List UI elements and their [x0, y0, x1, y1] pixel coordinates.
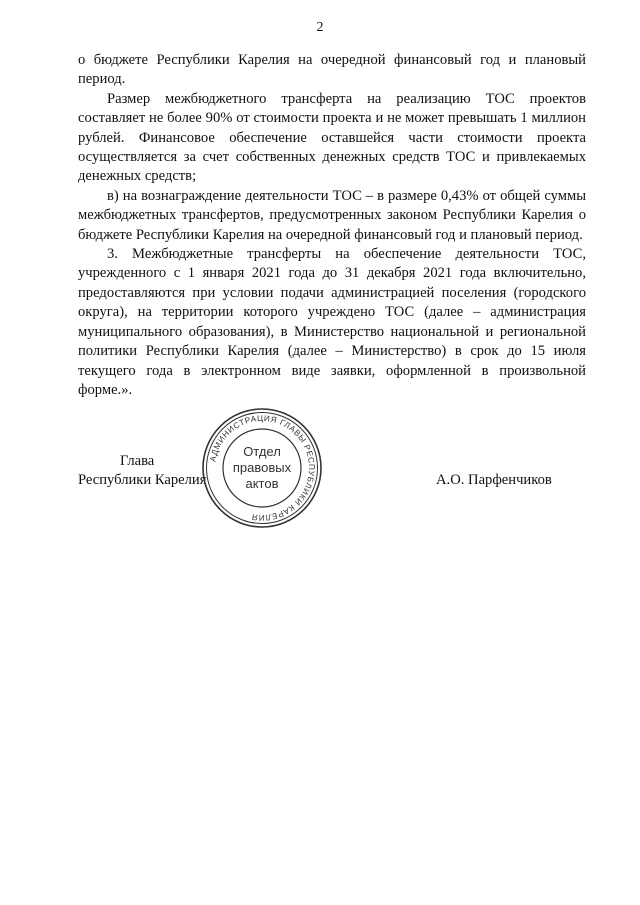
stamp-center-line3: актов [245, 476, 279, 491]
signatory-name: А.О. Парфенчиков [436, 472, 552, 488]
paragraph-transfer-size: Размер межбюджетного трансферта на реализацию ТОС проектов составляет не более 90% от стоимости проекта и не может превышать 1 миллион рублей. Финансовое обеспечение оставшейся части стоимости проекта осуществляется за счет собственных денежных средств ТОС и привлекаемых денежных средств; [78, 90, 586, 185]
page-number: 2 [316, 20, 324, 35]
signatory-title-line1: Глава [120, 453, 155, 469]
stamp-center-line1: Отдел [243, 444, 281, 459]
stamp-seal-graphic [200, 406, 324, 530]
stamp-center-line2: правовых [232, 460, 292, 475]
paragraph-item-v: в) на вознаграждение деятельности ТОС – в размере 0,43% от общей суммы межбюджетных трансфертов, предусмотренных законом Республики Карелия о бюджете Республики Карелия на очередной финансовый год и плановый период. [78, 187, 586, 243]
stamp-ring-text: АДМИНИСТРАЦИЯ ГЛАВЫ РЕСПУБЛИКИ КАРЕЛИЯ [208, 413, 317, 523]
signatory-title-line2: Республики Карелия [78, 472, 207, 489]
official-stamp [200, 406, 324, 530]
signatory-title [78, 452, 218, 491]
document-body [78, 51, 586, 400]
paragraph-continuation: о бюджете Республики Карелия на очередной финансовый год и плановый период. [78, 52, 586, 88]
paragraph-item-3: 3. Межбюджетные трансферты на обеспечение деятельности ТОС, учрежденного с 1 января 2021 года до 31 декабря 2021 года включительно, предоставляются при условии подачи администрацией поселения (городского округа), на территории которого учреждено ТОС (далее – администрация муниципального образования), в Министерство национальной и региональной политики Республики Карелия (далее – Министерство) в срок до 15 июля текущего года в электронном виде заявки, оформленной в произвольной форме.». [78, 246, 586, 398]
